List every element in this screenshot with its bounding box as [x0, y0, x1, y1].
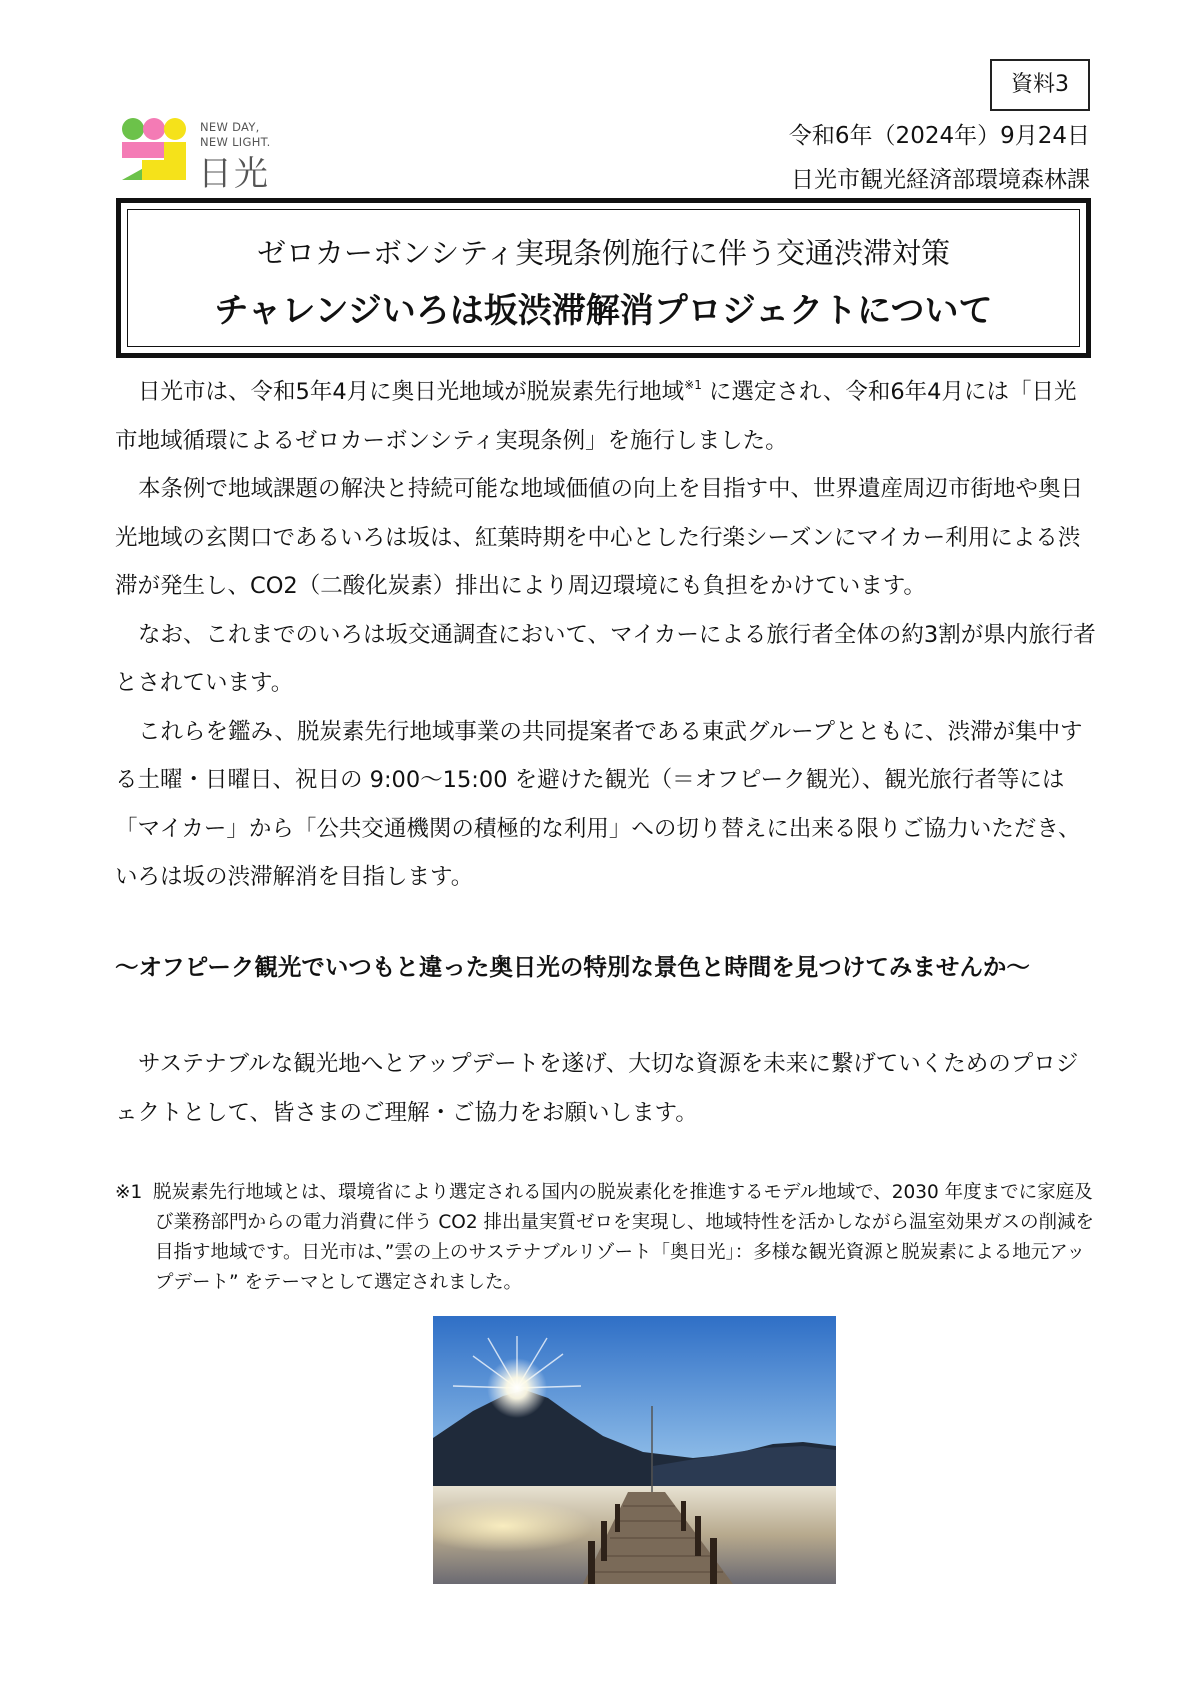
closing-section	[115, 1040, 1097, 1137]
sun	[487, 1358, 547, 1418]
lake-pier-photo	[433, 1316, 836, 1584]
issuing-department: 日光市観光経済部環境森林課	[791, 167, 1090, 193]
body-paragraph-1-text-a: 日光市は、令和5年4月に奥日光地域が脱炭素先行地域	[138, 379, 685, 405]
body-paragraph-1	[115, 368, 1097, 465]
title-line-1: ゼロカーボンシティ実現条例施行に伴う交通渋滞対策	[257, 236, 950, 270]
logo-yellow-base	[142, 160, 164, 180]
logo-tagline-line1: NEW DAY,	[200, 120, 260, 134]
footnote-reference: ※1	[684, 378, 702, 392]
body-section	[115, 368, 1097, 902]
logo-yellow-circle	[164, 118, 186, 140]
subheading: ～オフピーク観光でいつもと違った奥日光の特別な景色と時間を見つけてみませんか～	[115, 953, 1030, 981]
title-line-2: チャレンジいろは坂渋滞解消プロジェクトについて	[214, 291, 993, 331]
body-paragraph-2: 本条例で地域課題の解決と持続可能な地域価値の向上を目指す中、世界遺産周辺市街地や奥日光地域の玄関口であるいろは坂は、紅葉時期を中心とした行楽シーズンにマイカー利用による渋滞が発生し、CO2（二酸化炭素）排出により周辺環境にも負担をかけています。	[115, 476, 1084, 599]
logo-tagline-line2: NEW LIGHT.	[200, 135, 271, 149]
issue-date: 令和6年（2024年）9月24日	[788, 123, 1090, 149]
logo-yellow-block	[164, 142, 186, 180]
footnote	[115, 1178, 1097, 1298]
document-number-box: 資料3	[990, 59, 1090, 111]
logo-pink-circle	[143, 118, 165, 140]
closing-paragraph: サステナブルな観光地へとアップデートを遂げ、大切な資源を未来に繋げていくためのプロジェクトとして、皆さまのご理解・ご協力をお願いします。	[115, 1051, 1079, 1126]
lake-pier-illustration	[433, 1316, 836, 1584]
logo-pink-block	[122, 142, 164, 158]
footnote-mark: ※1	[115, 1182, 143, 1203]
body-paragraph-3: なお、これまでのいろは坂交通調査において、マイカーによる旅行者全体の約3割が県内旅行者とされています。	[115, 621, 1096, 696]
nikko-logo	[122, 118, 282, 198]
title-box	[116, 198, 1091, 358]
logo-city-name: 日光	[198, 154, 270, 194]
body-paragraph-4: これらを鑑み、脱炭素先行地域事業の共同提案者である東武グループとともに、渋滞が集中する土曜・日曜日、祝日の 9:00～15:00 を避けた観光（＝オフピーク観光）、観光旅行者等には「マイカー」から「公共交通機関の積極的な利用」への切り替えに出来る限りご協力いただき、いろは坂の渋滞解消を目指します。	[115, 718, 1083, 890]
body-paragraph-1-text-b: に選定され、令和6年4月には「日光市地域循環によるゼロカーボンシティ実現条例」を施行しました。	[115, 379, 1077, 454]
footnote-text: 脱炭素先行地域とは、環境省により選定される国内の脱炭素化を推進するモデル地域で、2030 年度までに家庭及び業務部門からの電力消費に伴う CO2 排出量実質ゼロを実現し、地域特性を活かしながら温室効果ガスの削減を目指す地域です。日光市は、”雲の上のサステナブルリゾート「奥日光」：多様な観光資源と脱炭素による地元アップデート” をテーマとして選定されました。	[153, 1182, 1095, 1293]
logo-green-circle	[122, 118, 144, 140]
logo-tagline	[200, 120, 271, 150]
